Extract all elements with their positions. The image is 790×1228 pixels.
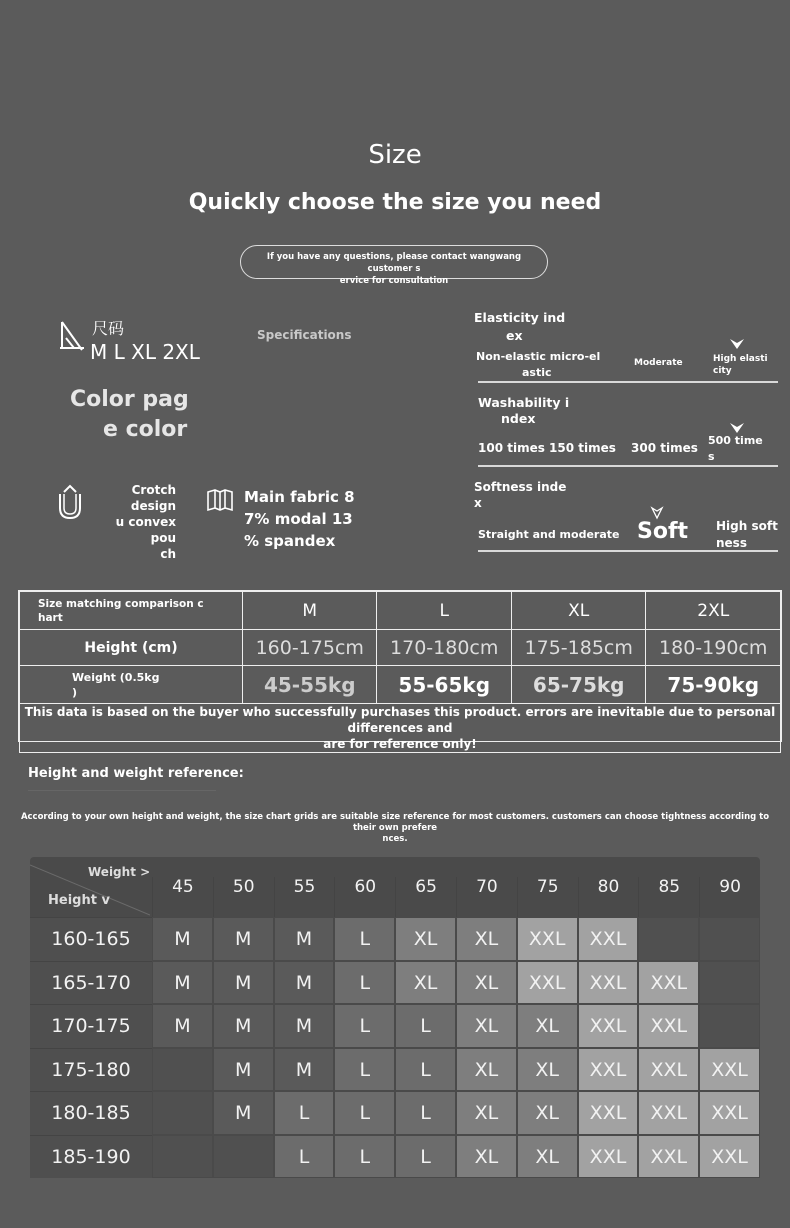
grid-weight-header: 65 bbox=[395, 877, 456, 917]
grid-size-cell bbox=[699, 961, 760, 1005]
grid-weight-header: 70 bbox=[456, 877, 517, 917]
grid-size-cell: XL bbox=[517, 1004, 578, 1048]
grid-size-cell: XXL bbox=[578, 917, 639, 961]
grid-height-label: 165-170 bbox=[30, 961, 152, 1005]
grid-size-cell: L bbox=[334, 917, 395, 961]
size-header-cell: L bbox=[377, 592, 511, 630]
crotch-design-line: ch bbox=[160, 547, 176, 561]
grid-size-cell: XXL bbox=[578, 1135, 639, 1179]
table-row bbox=[20, 592, 781, 630]
grid-height-label: 180-185 bbox=[30, 1091, 152, 1135]
grid-size-cell bbox=[213, 1135, 274, 1179]
size-header-cell: 2XL bbox=[646, 592, 781, 630]
weight-cell: 45-55kg bbox=[243, 666, 377, 704]
grid-size-cell: L bbox=[334, 1004, 395, 1048]
grid-size-cell: M bbox=[213, 1091, 274, 1135]
table-note-line: This data is based on the buyer who successfully purchases this product. errors are inevitable due to personal differences and bbox=[24, 705, 776, 735]
height-cell: 160-175cm bbox=[243, 630, 377, 666]
color-page-line: e color bbox=[103, 417, 188, 442]
grid-size-cell: L bbox=[395, 1048, 456, 1092]
grid-size-cell bbox=[638, 917, 699, 961]
grid-size-cell: XL bbox=[517, 1135, 578, 1179]
height-cell: 175-185cm bbox=[511, 630, 645, 666]
weight-label-cell bbox=[20, 666, 243, 704]
grid-size-cell: L bbox=[395, 1135, 456, 1179]
washability-line bbox=[478, 465, 778, 467]
grid-height-label: 160-165 bbox=[30, 917, 152, 961]
size-header-cell: XL bbox=[511, 592, 645, 630]
height-label-cell: Height (cm) bbox=[20, 630, 243, 666]
fabric-icon bbox=[206, 488, 234, 512]
crotch-design-label bbox=[88, 482, 176, 562]
grid-size-cell: XXL bbox=[638, 1091, 699, 1135]
grid-size-cell: XXL bbox=[578, 961, 639, 1005]
grid-weight-header: 60 bbox=[334, 877, 395, 917]
reference-description-line: According to your own height and weight, the size chart grids are suitable size reference for most customers. customers can choose tightness according to their own prefere bbox=[20, 812, 770, 833]
reference-description-line: nces. bbox=[382, 834, 408, 844]
grid-weight-header: 55 bbox=[274, 877, 335, 917]
grid-size-cell: XXL bbox=[638, 961, 699, 1005]
grid-size-cell: L bbox=[334, 1135, 395, 1179]
grid-size-cell: M bbox=[274, 1048, 335, 1092]
grid-weight-header: 50 bbox=[213, 877, 274, 917]
grid-size-cell bbox=[699, 917, 760, 961]
triangle-marker-icon bbox=[728, 336, 746, 355]
grid-size-cell: XL bbox=[456, 1135, 517, 1179]
grid-size-cell: XXL bbox=[578, 1091, 639, 1135]
elasticity-option: city bbox=[713, 366, 732, 376]
weight-label-line: Weight (0.5kg bbox=[72, 670, 160, 684]
table-note bbox=[20, 704, 781, 753]
washability-option: 300 times bbox=[631, 441, 698, 455]
grid-size-cell: M bbox=[213, 917, 274, 961]
height-weight-grid bbox=[30, 857, 760, 1177]
washability-title: ndex bbox=[501, 411, 536, 426]
grid-weight-header: 75 bbox=[517, 877, 578, 917]
grid-size-cell: M bbox=[152, 917, 213, 961]
grid-weight-header: 90 bbox=[699, 877, 760, 917]
table-corner-line: Size matching comparison c bbox=[38, 597, 204, 610]
contact-note-line: ervice for consultation bbox=[339, 276, 449, 286]
table-note-line: are for reference only! bbox=[323, 737, 477, 751]
table-row bbox=[20, 704, 781, 753]
elasticity-title: ex bbox=[506, 328, 523, 343]
crotch-icon bbox=[54, 484, 86, 520]
softness-title: x bbox=[474, 496, 482, 510]
page-title: Size bbox=[368, 140, 422, 170]
grid-size-cell: M bbox=[213, 1004, 274, 1048]
grid-size-cell: L bbox=[274, 1091, 335, 1135]
height-cell: 180-190cm bbox=[646, 630, 781, 666]
grid-size-cell: XXL bbox=[638, 1048, 699, 1092]
grid-size-cell: M bbox=[152, 1004, 213, 1048]
grid-size-cell: M bbox=[213, 961, 274, 1005]
elasticity-option: High elasti bbox=[713, 354, 768, 364]
color-page-label bbox=[70, 385, 190, 445]
grid-size-cell: L bbox=[334, 1091, 395, 1135]
elasticity-option: astic bbox=[522, 366, 552, 379]
table-corner-line: hart bbox=[38, 611, 63, 624]
grid-size-cell: XL bbox=[456, 917, 517, 961]
height-cell: 170-180cm bbox=[377, 630, 511, 666]
grid-size-cell: M bbox=[213, 1048, 274, 1092]
grid-size-cell: XXL bbox=[699, 1091, 760, 1135]
washability-title: Washability i bbox=[478, 395, 570, 410]
size-header-cell: M bbox=[243, 592, 377, 630]
grid-size-cell: XXL bbox=[638, 1135, 699, 1179]
grid-weight-header: 45 bbox=[152, 877, 213, 917]
elasticity-option: Moderate bbox=[634, 358, 683, 368]
softness-option: High soft bbox=[716, 519, 778, 533]
table-row bbox=[20, 630, 781, 666]
grid-size-cell: XL bbox=[517, 1048, 578, 1092]
elasticity-line bbox=[478, 381, 778, 383]
weight-label-line: ) bbox=[72, 685, 78, 699]
grid-size-cell: XL bbox=[395, 917, 456, 961]
grid-size-cell: M bbox=[274, 1004, 335, 1048]
grid-weight-header: 80 bbox=[578, 877, 639, 917]
reference-title: Height and weight reference: bbox=[28, 766, 244, 781]
crotch-design-line: u convex pou bbox=[115, 515, 176, 545]
grid-size-cell: XL bbox=[395, 961, 456, 1005]
grid-size-cell: L bbox=[395, 1091, 456, 1135]
grid-size-cell: M bbox=[274, 917, 335, 961]
reference-description bbox=[14, 812, 776, 845]
color-page-line: Color pag bbox=[70, 387, 189, 412]
grid-size-cell: L bbox=[334, 1048, 395, 1092]
softness-option: Soft bbox=[637, 519, 689, 544]
grid-height-label: 170-175 bbox=[30, 1004, 152, 1048]
specifications-label: Specifications bbox=[257, 328, 352, 342]
main-fabric-label bbox=[244, 486, 359, 552]
size-list: M L XL 2XL bbox=[90, 340, 200, 364]
weight-cell: 75-90kg bbox=[646, 666, 781, 704]
grid-size-cell: XL bbox=[456, 961, 517, 1005]
main-fabric-line: Main fabric 8 bbox=[244, 488, 355, 506]
contact-note bbox=[240, 245, 548, 286]
grid-size-cell bbox=[152, 1048, 213, 1092]
table-row bbox=[20, 666, 781, 704]
grid-size-cell: L bbox=[334, 961, 395, 1005]
grid-size-cell: XXL bbox=[578, 1004, 639, 1048]
table-corner-cell bbox=[20, 592, 243, 630]
grid-size-cell: XXL bbox=[517, 917, 578, 961]
grid-size-cell bbox=[152, 1091, 213, 1135]
grid-size-cell: XXL bbox=[638, 1004, 699, 1048]
main-fabric-line: % spandex bbox=[244, 532, 336, 550]
main-fabric-line: 7% modal 13 bbox=[244, 510, 353, 528]
ruler-icon bbox=[56, 318, 88, 354]
softness-option: Straight and moderate bbox=[478, 528, 620, 541]
washability-option: 100 times 150 times bbox=[478, 441, 616, 455]
grid-height-axis-label: Height v bbox=[48, 893, 110, 908]
softness-title: Softness inde bbox=[474, 480, 567, 494]
grid-size-cell: L bbox=[395, 1004, 456, 1048]
grid-size-cell: XL bbox=[456, 1091, 517, 1135]
grid-size-cell: L bbox=[274, 1135, 335, 1179]
grid-size-cell: XL bbox=[456, 1048, 517, 1092]
elasticity-option: Non-elastic micro-el bbox=[476, 350, 601, 363]
grid-size-cell: XXL bbox=[517, 961, 578, 1005]
weight-cell: 65-75kg bbox=[511, 666, 645, 704]
elasticity-title: Elasticity ind bbox=[474, 310, 566, 325]
washability-option: s bbox=[708, 450, 715, 463]
page-subtitle: Quickly choose the size you need bbox=[188, 190, 602, 215]
reference-underline bbox=[28, 790, 216, 791]
size-matching-table bbox=[18, 590, 782, 751]
grid-weight-axis-label: Weight > bbox=[88, 865, 151, 879]
softness-line bbox=[478, 550, 778, 552]
grid-size-cell bbox=[152, 1135, 213, 1179]
grid-weight-header: 85 bbox=[638, 877, 699, 917]
weight-cell: 55-65kg bbox=[377, 666, 511, 704]
grid-height-label: 185-190 bbox=[30, 1135, 152, 1179]
contact-note-line: If you have any questions, please contact wangwang customer s bbox=[266, 252, 522, 274]
grid-size-cell: M bbox=[274, 961, 335, 1005]
grid-size-cell: XL bbox=[456, 1004, 517, 1048]
grid-size-cell: M bbox=[152, 961, 213, 1005]
grid-size-cell: XL bbox=[517, 1091, 578, 1135]
washability-option: 500 time bbox=[708, 434, 763, 447]
size-label: 尺码 bbox=[92, 319, 125, 338]
grid-size-cell: XXL bbox=[578, 1048, 639, 1092]
grid-size-cell: XXL bbox=[699, 1048, 760, 1092]
grid-size-cell: XXL bbox=[699, 1135, 760, 1179]
grid-size-cell bbox=[699, 1004, 760, 1048]
grid-height-label: 175-180 bbox=[30, 1048, 152, 1092]
crotch-design-line: Crotch design bbox=[130, 483, 176, 513]
softness-option: ness bbox=[716, 536, 747, 550]
